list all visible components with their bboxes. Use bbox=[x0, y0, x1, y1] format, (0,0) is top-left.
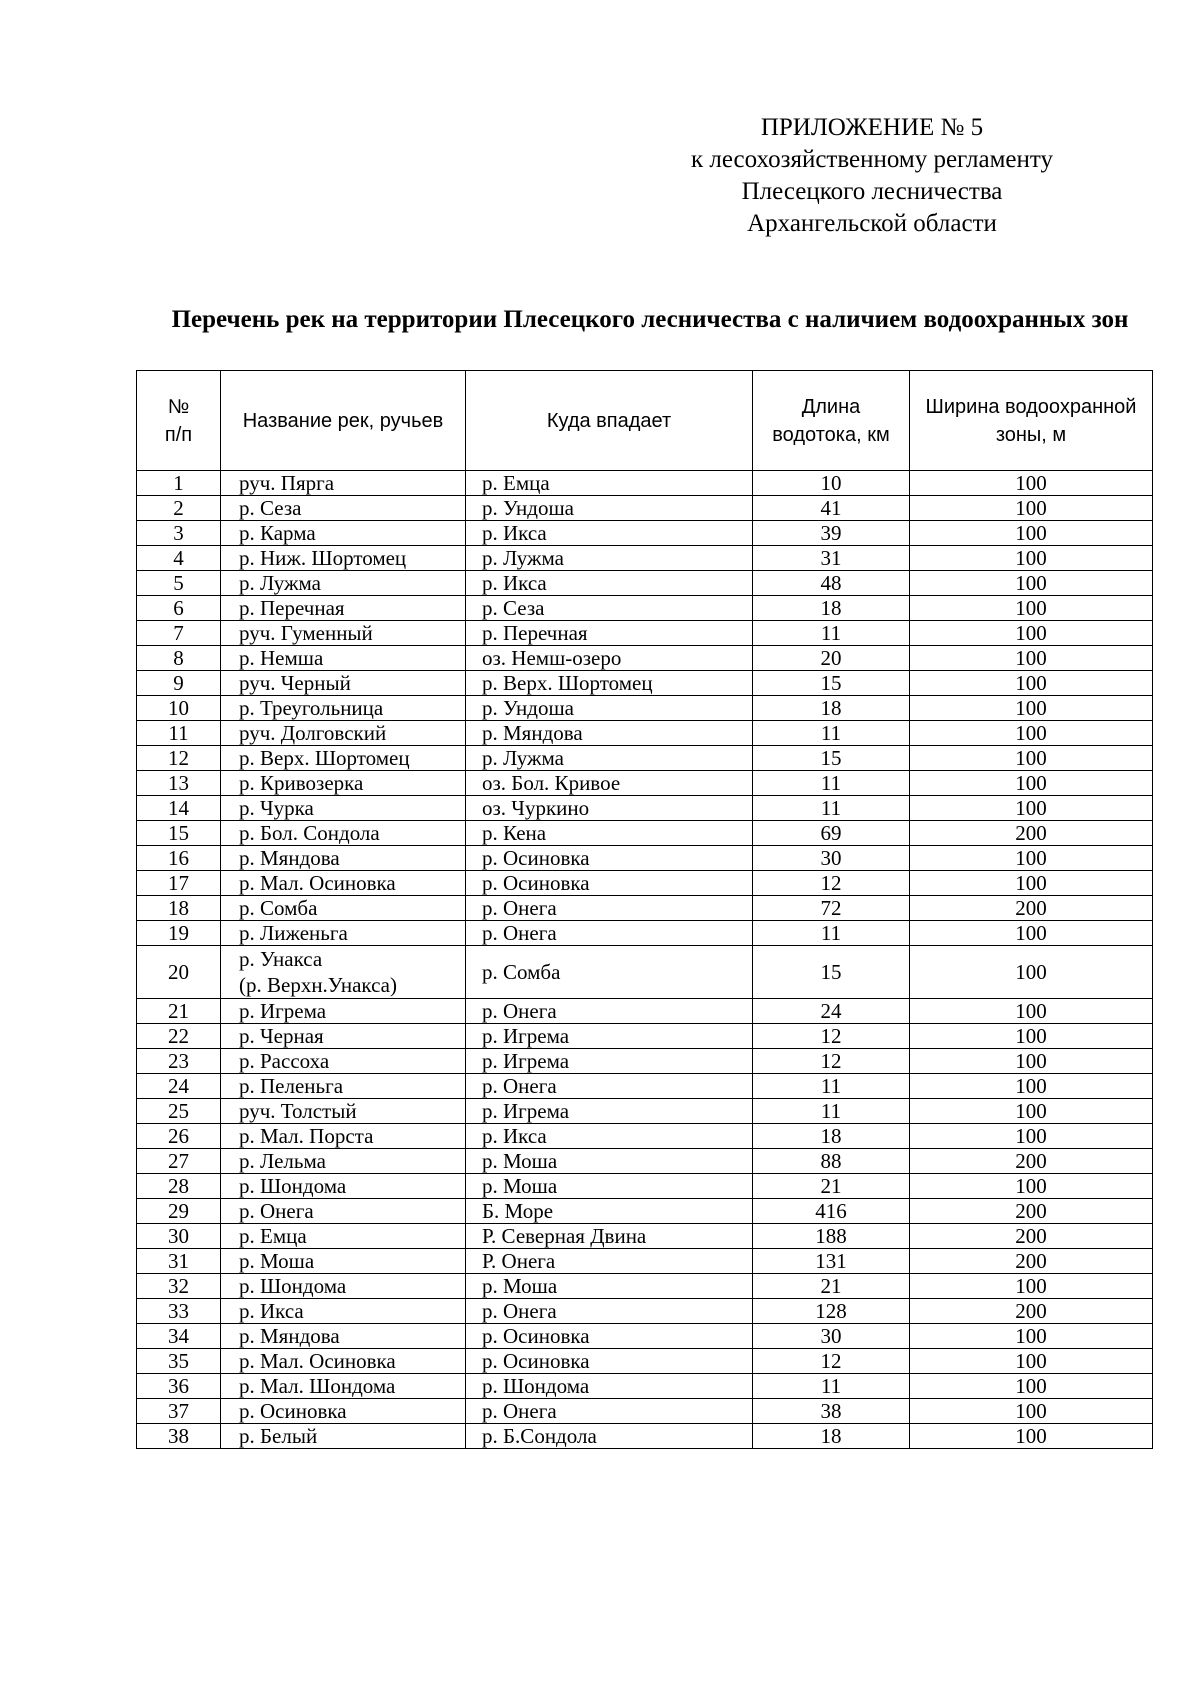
header-width bbox=[910, 371, 1153, 471]
cell-width: 200 bbox=[910, 1149, 1153, 1174]
cell-mouth: р. Кена bbox=[466, 821, 753, 846]
cell-length: 12 bbox=[753, 871, 910, 896]
table-row bbox=[137, 1349, 1153, 1374]
table-row bbox=[137, 696, 1153, 721]
cell-number: 9 bbox=[137, 671, 221, 696]
cell-width: 100 bbox=[910, 696, 1153, 721]
cell-name: р. Емца bbox=[221, 1224, 466, 1249]
cell-width: 100 bbox=[910, 771, 1153, 796]
table-row bbox=[137, 896, 1153, 921]
table-row bbox=[137, 921, 1153, 946]
cell-name: р. Сомба bbox=[221, 896, 466, 921]
cell-length: 416 bbox=[753, 1199, 910, 1224]
table-row bbox=[137, 771, 1153, 796]
cell-name-line1: р. Унакса bbox=[239, 947, 323, 971]
cell-mouth: р. Ундоша bbox=[466, 496, 753, 521]
cell-length: 69 bbox=[753, 821, 910, 846]
page-title: Перечень рек на территории Плесецкого лесничества с наличием водоохранных зон bbox=[171, 306, 1129, 333]
cell-number: 3 bbox=[137, 521, 221, 546]
cell-number: 31 bbox=[137, 1249, 221, 1274]
cell-width: 100 bbox=[910, 1324, 1153, 1349]
cell-mouth: р. Игрема bbox=[466, 1099, 753, 1124]
cell-width: 100 bbox=[910, 471, 1153, 496]
cell-mouth: р. Осиновка bbox=[466, 1324, 753, 1349]
cell-length: 11 bbox=[753, 771, 910, 796]
cell-width: 100 bbox=[910, 871, 1153, 896]
cell-length: 12 bbox=[753, 1024, 910, 1049]
cell-mouth: р. Онега bbox=[466, 1299, 753, 1324]
cell-length: 10 bbox=[753, 471, 910, 496]
cell-mouth: р. Онега bbox=[466, 896, 753, 921]
cell-mouth: р. Перечная bbox=[466, 621, 753, 646]
table-row bbox=[137, 571, 1153, 596]
cell-number: 5 bbox=[137, 571, 221, 596]
table-row bbox=[137, 1199, 1153, 1224]
cell-number: 23 bbox=[137, 1049, 221, 1074]
cell-mouth: р. Осиновка bbox=[466, 1349, 753, 1374]
table-row bbox=[137, 1224, 1153, 1249]
cell-name: р. Сеза bbox=[221, 496, 466, 521]
table-header-row bbox=[137, 371, 1153, 471]
cell-number: 36 bbox=[137, 1374, 221, 1399]
cell-number: 2 bbox=[137, 496, 221, 521]
header-length-line2: водотока, км bbox=[772, 423, 890, 446]
cell-mouth: р. Онега bbox=[466, 1399, 753, 1424]
cell-width: 100 bbox=[910, 1349, 1153, 1374]
cell-length: 11 bbox=[753, 921, 910, 946]
table-row bbox=[137, 999, 1153, 1024]
table-row bbox=[137, 946, 1153, 999]
appendix-forestry: Плесецкого лесничества bbox=[741, 178, 1003, 205]
cell-name: р. Верх. Шортомец bbox=[221, 746, 466, 771]
cell-number: 24 bbox=[137, 1074, 221, 1099]
cell-name: р. Треугольница bbox=[221, 696, 466, 721]
cell-mouth: р. Онега bbox=[466, 1074, 753, 1099]
cell-name: р. Лиженьга bbox=[221, 921, 466, 946]
cell-width: 100 bbox=[910, 521, 1153, 546]
table-row bbox=[137, 1249, 1153, 1274]
cell-width: 100 bbox=[910, 921, 1153, 946]
cell-number: 28 bbox=[137, 1174, 221, 1199]
cell-name: р. Ниж. Шортомец bbox=[221, 546, 466, 571]
cell-name bbox=[221, 946, 466, 999]
cell-length: 188 bbox=[753, 1224, 910, 1249]
cell-length: 15 bbox=[753, 946, 910, 999]
table-row bbox=[137, 1274, 1153, 1299]
cell-length: 88 bbox=[753, 1149, 910, 1174]
cell-number: 30 bbox=[137, 1224, 221, 1249]
cell-length: 38 bbox=[753, 1399, 910, 1424]
cell-number: 8 bbox=[137, 646, 221, 671]
cell-number: 29 bbox=[137, 1199, 221, 1224]
table-row bbox=[137, 1299, 1153, 1324]
header-width-line2: зоны, м bbox=[995, 423, 1067, 446]
cell-number: 27 bbox=[137, 1149, 221, 1174]
cell-name: р. Мяндова bbox=[221, 1324, 466, 1349]
cell-name: р. Мал. Осиновка bbox=[221, 1349, 466, 1374]
cell-number: 10 bbox=[137, 696, 221, 721]
cell-name: р. Карма bbox=[221, 521, 466, 546]
cell-name: р. Игрема bbox=[221, 999, 466, 1024]
header-mouth: Куда впадает bbox=[466, 371, 753, 471]
cell-length: 12 bbox=[753, 1049, 910, 1074]
cell-width: 100 bbox=[910, 1099, 1153, 1124]
cell-number: 15 bbox=[137, 821, 221, 846]
cell-width: 100 bbox=[910, 1399, 1153, 1424]
cell-width: 100 bbox=[910, 596, 1153, 621]
cell-length: 30 bbox=[753, 1324, 910, 1349]
cell-width: 100 bbox=[910, 646, 1153, 671]
cell-name: р. Черная bbox=[221, 1024, 466, 1049]
cell-name: р. Онега bbox=[221, 1199, 466, 1224]
table-row bbox=[137, 796, 1153, 821]
table-row bbox=[137, 846, 1153, 871]
cell-number: 26 bbox=[137, 1124, 221, 1149]
cell-width: 100 bbox=[910, 546, 1153, 571]
cell-length: 131 bbox=[753, 1249, 910, 1274]
appendix-region: Архангельской области bbox=[747, 210, 997, 237]
cell-number: 14 bbox=[137, 796, 221, 821]
cell-mouth: р. Мяндова bbox=[466, 721, 753, 746]
cell-name: руч. Долговский bbox=[221, 721, 466, 746]
cell-width: 100 bbox=[910, 496, 1153, 521]
cell-mouth: р. Б.Сондола bbox=[466, 1424, 753, 1449]
cell-length: 39 bbox=[753, 521, 910, 546]
cell-mouth: р. Онега bbox=[466, 921, 753, 946]
table-row bbox=[137, 621, 1153, 646]
appendix-number: ПРИЛОЖЕНИЕ № 5 bbox=[760, 114, 984, 141]
cell-number: 18 bbox=[137, 896, 221, 921]
cell-name: р. Моша bbox=[221, 1249, 466, 1274]
cell-mouth: оз. Немш-озеро bbox=[466, 646, 753, 671]
cell-length: 18 bbox=[753, 596, 910, 621]
table-row bbox=[137, 521, 1153, 546]
table-row bbox=[137, 646, 1153, 671]
cell-length: 20 bbox=[753, 646, 910, 671]
cell-name: р. Пеленьга bbox=[221, 1074, 466, 1099]
table-row bbox=[137, 671, 1153, 696]
table-row bbox=[137, 471, 1153, 496]
cell-width: 100 bbox=[910, 946, 1153, 999]
cell-mouth: р. Моша bbox=[466, 1274, 753, 1299]
cell-mouth: р. Лужма bbox=[466, 546, 753, 571]
cell-width: 100 bbox=[910, 999, 1153, 1024]
cell-length: 18 bbox=[753, 1124, 910, 1149]
cell-name: р. Мал. Шондома bbox=[221, 1374, 466, 1399]
header-length bbox=[753, 371, 910, 471]
cell-name: р. Икса bbox=[221, 1299, 466, 1324]
cell-name: р. Лужма bbox=[221, 571, 466, 596]
cell-length: 128 bbox=[753, 1299, 910, 1324]
cell-name: р. Перечная bbox=[221, 596, 466, 621]
cell-name: руч. Гуменный bbox=[221, 621, 466, 646]
header-length-line1: Длина bbox=[801, 395, 861, 418]
cell-length: 18 bbox=[753, 1424, 910, 1449]
cell-length: 48 bbox=[753, 571, 910, 596]
cell-length: 31 bbox=[753, 546, 910, 571]
cell-number: 11 bbox=[137, 721, 221, 746]
cell-mouth: р. Моша bbox=[466, 1174, 753, 1199]
cell-length: 30 bbox=[753, 846, 910, 871]
cell-mouth: Р. Северная Двина bbox=[466, 1224, 753, 1249]
table-row bbox=[137, 596, 1153, 621]
cell-number: 13 bbox=[137, 771, 221, 796]
cell-mouth: Р. Онега bbox=[466, 1249, 753, 1274]
cell-length: 11 bbox=[753, 721, 910, 746]
cell-number: 22 bbox=[137, 1024, 221, 1049]
cell-width: 100 bbox=[910, 621, 1153, 646]
cell-name: р. Чурка bbox=[221, 796, 466, 821]
cell-number: 12 bbox=[137, 746, 221, 771]
cell-width: 200 bbox=[910, 1249, 1153, 1274]
cell-number: 6 bbox=[137, 596, 221, 621]
table-row bbox=[137, 1399, 1153, 1424]
cell-length: 11 bbox=[753, 796, 910, 821]
appendix-header bbox=[640, 112, 1104, 240]
cell-width: 200 bbox=[910, 821, 1153, 846]
cell-mouth: р. Икса bbox=[466, 1124, 753, 1149]
cell-length: 11 bbox=[753, 621, 910, 646]
rivers-table bbox=[136, 370, 1153, 1449]
cell-mouth: р. Сеза bbox=[466, 596, 753, 621]
table-row bbox=[137, 1124, 1153, 1149]
cell-number: 17 bbox=[137, 871, 221, 896]
cell-width: 100 bbox=[910, 1049, 1153, 1074]
cell-width: 100 bbox=[910, 1174, 1153, 1199]
cell-number: 1 bbox=[137, 471, 221, 496]
cell-length: 41 bbox=[753, 496, 910, 521]
cell-mouth: р. Осиновка bbox=[466, 846, 753, 871]
cell-number: 4 bbox=[137, 546, 221, 571]
cell-mouth: р. Осиновка bbox=[466, 871, 753, 896]
table-row bbox=[137, 1174, 1153, 1199]
cell-width: 100 bbox=[910, 671, 1153, 696]
header-width-line1: Ширина водоохранной bbox=[925, 395, 1137, 418]
cell-width: 200 bbox=[910, 1299, 1153, 1324]
cell-number: 21 bbox=[137, 999, 221, 1024]
cell-name: р. Бол. Сондола bbox=[221, 821, 466, 846]
cell-number: 33 bbox=[137, 1299, 221, 1324]
cell-mouth: р. Ундоша bbox=[466, 696, 753, 721]
cell-length: 21 bbox=[753, 1174, 910, 1199]
cell-number: 25 bbox=[137, 1099, 221, 1124]
cell-mouth: р. Лужма bbox=[466, 746, 753, 771]
cell-number: 16 bbox=[137, 846, 221, 871]
cell-mouth: р. Емца bbox=[466, 471, 753, 496]
table-row bbox=[137, 721, 1153, 746]
cell-name: р. Мал. Порста bbox=[221, 1124, 466, 1149]
cell-width: 100 bbox=[910, 571, 1153, 596]
cell-width: 100 bbox=[910, 746, 1153, 771]
table-row bbox=[137, 1074, 1153, 1099]
cell-width: 100 bbox=[910, 1374, 1153, 1399]
cell-length: 72 bbox=[753, 896, 910, 921]
cell-length: 11 bbox=[753, 1074, 910, 1099]
cell-mouth: р. Моша bbox=[466, 1149, 753, 1174]
cell-mouth: р. Онега bbox=[466, 999, 753, 1024]
cell-length: 12 bbox=[753, 1349, 910, 1374]
cell-number: 32 bbox=[137, 1274, 221, 1299]
cell-width: 100 bbox=[910, 846, 1153, 871]
cell-name: р. Белый bbox=[221, 1424, 466, 1449]
cell-width: 100 bbox=[910, 721, 1153, 746]
cell-number: 20 bbox=[137, 946, 221, 999]
cell-number: 37 bbox=[137, 1399, 221, 1424]
cell-mouth: р. Верх. Шортомец bbox=[466, 671, 753, 696]
cell-length: 24 bbox=[753, 999, 910, 1024]
cell-name: р. Кривозерка bbox=[221, 771, 466, 796]
table-row bbox=[137, 1049, 1153, 1074]
cell-length: 15 bbox=[753, 746, 910, 771]
cell-name: р. Мяндова bbox=[221, 846, 466, 871]
header-name: Название рек, ручьев bbox=[221, 371, 466, 471]
cell-name: р. Шондома bbox=[221, 1174, 466, 1199]
cell-name: руч. Пярга bbox=[221, 471, 466, 496]
table-row bbox=[137, 1099, 1153, 1124]
table-row bbox=[137, 1324, 1153, 1349]
cell-mouth: р. Игрема bbox=[466, 1024, 753, 1049]
cell-width: 100 bbox=[910, 1024, 1153, 1049]
table-row bbox=[137, 546, 1153, 571]
cell-number: 35 bbox=[137, 1349, 221, 1374]
cell-name: р. Немша bbox=[221, 646, 466, 671]
cell-width: 100 bbox=[910, 1124, 1153, 1149]
table-body bbox=[137, 471, 1153, 1449]
table-row bbox=[137, 1374, 1153, 1399]
appendix-regulation: к лесохозяйственному регламенту bbox=[690, 146, 1054, 173]
cell-width: 100 bbox=[910, 1424, 1153, 1449]
cell-length: 21 bbox=[753, 1274, 910, 1299]
cell-width: 200 bbox=[910, 1199, 1153, 1224]
header-number-line1: № bbox=[167, 395, 190, 418]
cell-number: 38 bbox=[137, 1424, 221, 1449]
cell-number: 7 bbox=[137, 621, 221, 646]
table-row bbox=[137, 821, 1153, 846]
cell-mouth: оз. Бол. Кривое bbox=[466, 771, 753, 796]
cell-mouth: р. Икса bbox=[466, 521, 753, 546]
cell-name-line2: (р. Верхн.Унакса) bbox=[239, 973, 397, 997]
table-row bbox=[137, 871, 1153, 896]
cell-name: р. Осиновка bbox=[221, 1399, 466, 1424]
cell-width: 200 bbox=[910, 1224, 1153, 1249]
table-row bbox=[137, 1424, 1153, 1449]
cell-length: 18 bbox=[753, 696, 910, 721]
cell-mouth: Б. Море bbox=[466, 1199, 753, 1224]
cell-name: р. Лельма bbox=[221, 1149, 466, 1174]
cell-length: 11 bbox=[753, 1374, 910, 1399]
table-row bbox=[137, 746, 1153, 771]
cell-width: 100 bbox=[910, 1074, 1153, 1099]
cell-number: 34 bbox=[137, 1324, 221, 1349]
cell-mouth: оз. Чуркино bbox=[466, 796, 753, 821]
cell-mouth: р. Икса bbox=[466, 571, 753, 596]
table-row bbox=[137, 1149, 1153, 1174]
header-number-line2: п/п bbox=[164, 423, 193, 446]
cell-width: 200 bbox=[910, 896, 1153, 921]
cell-number: 19 bbox=[137, 921, 221, 946]
cell-name: руч. Толстый bbox=[221, 1099, 466, 1124]
cell-width: 100 bbox=[910, 796, 1153, 821]
cell-name: р. Мал. Осиновка bbox=[221, 871, 466, 896]
cell-length: 11 bbox=[753, 1099, 910, 1124]
cell-mouth: р. Шондома bbox=[466, 1374, 753, 1399]
cell-length: 15 bbox=[753, 671, 910, 696]
header-number bbox=[137, 371, 221, 471]
cell-mouth: р. Сомба bbox=[466, 946, 753, 999]
cell-name: р. Шондома bbox=[221, 1274, 466, 1299]
table-row bbox=[137, 496, 1153, 521]
table-row bbox=[137, 1024, 1153, 1049]
cell-width: 100 bbox=[910, 1274, 1153, 1299]
cell-mouth: р. Игрема bbox=[466, 1049, 753, 1074]
cell-name: руч. Черный bbox=[221, 671, 466, 696]
cell-name: р. Рассоха bbox=[221, 1049, 466, 1074]
